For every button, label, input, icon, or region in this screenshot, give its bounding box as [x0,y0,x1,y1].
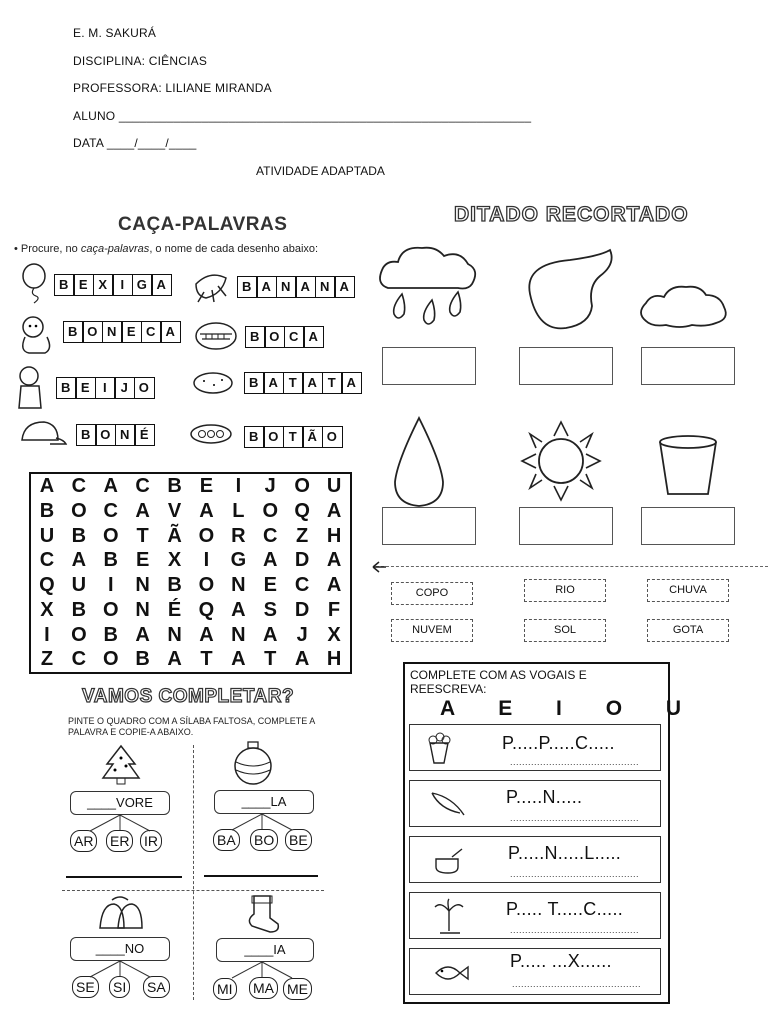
cut-word-nuvem[interactable]: NUVEM [391,619,473,642]
river-icon [520,246,615,338]
grid-letter[interactable]: I [203,549,210,572]
vowel-exercise-instruction: COMPLETE COM AS VOGAIS E REESCREVA: [410,668,587,696]
grid-letter[interactable]: O [71,499,87,522]
grid-letter[interactable]: A [326,574,342,596]
grid-letter[interactable]: Z [40,648,54,671]
christmas-tree-icon [98,742,144,788]
grid-letter[interactable]: C [103,499,118,522]
answer-line[interactable]: ........................................... [510,757,640,767]
grid-letter[interactable]: A [103,475,118,497]
grid-letter[interactable]: C [135,475,150,497]
grid-letter[interactable]: E [135,549,150,572]
word-search-grid[interactable] [29,472,352,674]
syllable-er[interactable]: ER [106,830,133,852]
syllable-bo[interactable]: BO [250,829,278,851]
grid-letter[interactable]: A [135,499,150,522]
syllable-ma[interactable]: MA [249,977,278,999]
grid-letter[interactable]: E [199,475,214,497]
answer-line[interactable]: ........................................... [510,813,640,823]
grid-letter[interactable]: O [294,475,310,497]
grid-letter[interactable]: U [39,524,55,547]
grid-letter[interactable]: C [71,648,87,671]
write-line[interactable] [66,876,182,878]
grid-letter[interactable]: O [102,524,119,547]
answer-line[interactable]: ........................................... [510,869,640,879]
word-beijo: B E I J O [57,377,155,399]
grid-letter[interactable]: N [167,623,182,646]
vamos-completar-title: VAMOS COMPLETAR? [82,686,295,707]
word-bone: B O N É [77,424,155,446]
grid-letter[interactable]: I [44,623,50,646]
sun-icon [516,418,606,504]
discipline-label: DISCIPLINA: CIÊNCIAS [73,54,208,68]
grid-letter[interactable]: O [198,524,215,547]
grid-letter[interactable]: T [136,524,149,547]
bells-icon [92,892,148,936]
syllable-si[interactable]: SI [109,976,130,998]
banana-icon [190,266,232,306]
grid-letter[interactable]: T [264,648,277,671]
grid-letter[interactable]: U [326,475,342,497]
buttons-icon [188,422,234,446]
divider-horizontal [62,890,324,891]
grid-letter[interactable]: D [294,549,310,572]
scissors-icon [370,560,388,574]
grid-letter[interactable]: A [263,549,278,572]
vowel-word: P.....P.....C..... [502,733,615,753]
grid-letter[interactable]: J [264,475,276,497]
teacher-label: PROFESSORA: LILIANE MIRANDA [73,81,272,95]
cap-icon [16,418,68,450]
grid-letter[interactable]: B [71,598,87,621]
cut-word-gota[interactable]: GOTA [647,619,729,642]
word-boca: B O C A [246,326,324,348]
cut-line [376,566,768,567]
answer-box-drop[interactable] [382,507,476,545]
vowels-list: A E I O U [440,697,701,720]
grid-letter[interactable]: X [40,598,54,621]
answer-box-sun[interactable] [519,507,613,545]
answer-line[interactable]: ........................................... [510,925,640,935]
grid-letter[interactable]: G [230,549,247,572]
grid-letter[interactable]: E [263,574,277,596]
grid-letter[interactable]: A [263,623,278,646]
grid-letter[interactable]: A [326,499,342,522]
grid-letter[interactable]: X [167,549,182,572]
grid-letter[interactable]: A [231,598,246,621]
grid-letter[interactable]: N [231,574,246,596]
grid-letter[interactable]: C [263,524,278,547]
syllable-me[interactable]: ME [283,978,312,1000]
grid-letter[interactable]: B [39,499,55,522]
grid-letter[interactable]: A [71,549,87,572]
grid-letter[interactable]: I [235,475,242,497]
answer-box-river[interactable] [519,347,613,385]
cup-icon [656,432,720,498]
grid-letter[interactable]: A [294,648,310,671]
grid-letter[interactable]: A [326,549,342,572]
vowel-item-row [409,892,661,939]
vowel-item-row [409,948,661,995]
syllable-se[interactable]: SE [72,976,99,998]
grid-letter[interactable]: Q [39,574,55,596]
grid-letter[interactable]: N [231,623,246,646]
feather-icon [428,789,468,819]
grid-letter[interactable]: Q [198,598,215,621]
blank-bola[interactable]: ____LA [214,790,314,814]
grid-letter[interactable]: A [231,648,246,671]
vowel-item-row [409,836,661,883]
grid-letter[interactable]: O [102,598,119,621]
answer-line[interactable]: ........................................... [512,979,642,989]
kiss-people-icon [13,364,49,412]
rain-cloud-icon [374,240,484,336]
grid-letter[interactable]: D [294,598,310,621]
doll-icon [15,313,57,355]
date-field[interactable]: DATA ____/____/____ [73,136,197,150]
word-banana: B A N A N A [238,276,355,298]
grid-letter[interactable]: O [262,499,279,522]
grid-letter[interactable]: A [199,499,214,522]
grid-letter[interactable]: Ã [167,524,182,547]
blank-arvore[interactable]: ____VORE [70,791,170,815]
grid-letter[interactable]: L [232,499,245,522]
palm-tree-icon [432,897,466,935]
cloud-icon [636,283,730,333]
caca-palavras-title: CAÇA-PALAVRAS [118,214,288,235]
grid-letter[interactable]: A [39,475,55,497]
mouth-icon [194,318,238,354]
cut-word-sol[interactable]: SOL [524,619,606,642]
grid-letter[interactable]: H [326,648,342,671]
grid-letter[interactable]: A [199,623,214,646]
grid-letter[interactable]: T [200,648,213,671]
grid-letter[interactable]: C [39,549,55,572]
vamos-completar-instruction: PINTE O QUADRO COM A SÍLABA FALTOSA, COMPLETE A PALAVRA E COPIE-A ABAIXO. [68,716,316,737]
vowel-word: P..... T.....C..... [506,899,624,919]
syllable-be[interactable]: BE [285,829,312,851]
grid-letter[interactable]: O [71,623,87,646]
grid-letter[interactable]: I [107,574,114,596]
grid-letter[interactable]: B [71,524,87,547]
grid-letter[interactable]: Z [296,524,309,547]
grid-letter[interactable]: X [327,623,341,646]
grid-letter[interactable]: B [103,549,118,572]
balloon-icon [20,262,50,304]
vowel-word: P..... ...X...... [510,951,612,971]
divider-vertical [193,745,194,1000]
grid-letter[interactable]: U [71,574,87,596]
blank-sino[interactable]: ____NO [70,937,170,961]
grid-letter[interactable]: B [167,574,182,596]
grid-letter[interactable]: B [103,623,118,646]
christmas-ball-icon [230,738,276,786]
cut-word-rio[interactable]: RIO [524,579,606,602]
grid-letter[interactable]: V [167,499,182,522]
grid-letter[interactable]: J [296,623,308,646]
grid-letter[interactable]: C [71,475,87,497]
answer-box-cup[interactable] [641,507,735,545]
write-line[interactable] [204,875,318,877]
syllable-ar[interactable]: AR [70,830,97,852]
pan-icon [432,847,466,875]
word-boneca: B O N E C A [64,321,181,343]
grid-letter[interactable]: B [135,648,150,671]
grid-letter[interactable]: O [102,648,119,671]
syllable-ba[interactable]: BA [213,829,240,851]
ditado-title: DITADO RECORTADO [454,203,689,226]
grid-letter[interactable]: Q [294,499,310,522]
grid-letter[interactable]: A [135,623,150,646]
water-drop-icon [392,416,446,508]
christmas-stocking-icon [240,892,284,936]
vowel-item-row [409,780,661,827]
fish-icon [430,959,470,987]
word-bexiga: B E X I G A [55,274,172,296]
syllable-sa[interactable]: SA [143,976,170,998]
activity-note: ATIVIDADE ADAPTADA [256,164,385,178]
grid-letter[interactable]: F [327,598,341,621]
grid-letter[interactable]: H [326,524,342,547]
syllable-ir[interactable]: IR [140,830,162,852]
vowel-item-row [409,724,661,771]
grid-letter[interactable]: N [135,574,150,596]
potato-icon [192,371,234,395]
cut-word-copo[interactable]: COPO [391,582,473,605]
grid-letter[interactable]: N [135,598,150,621]
grid-letter[interactable]: É [167,598,182,621]
answer-box-cloud[interactable] [641,347,735,385]
grid-letter[interactable]: S [263,598,277,621]
word-batata: B A T A T A [245,372,362,394]
grid-letter[interactable]: B [167,475,182,497]
vowel-word: P.....N.....L..... [508,843,622,863]
syllable-mi[interactable]: MI [213,978,237,1000]
grid-letter[interactable]: O [198,574,215,596]
student-field[interactable]: ALUNO ____________________________________________________________ [73,109,532,123]
vowel-word: P.....N..... [506,787,583,807]
grid-letter[interactable]: R [231,524,246,547]
school-name: E. M. SAKURÁ [73,26,157,40]
word-botao: B O T Ã O [245,426,343,448]
blank-meia[interactable]: ____IA [216,938,314,962]
cut-word-chuva[interactable]: CHUVA [647,579,729,602]
caca-palavras-instruction: • Procure, no caça-palavras, o nome de cada desenho abaixo: [14,243,319,255]
grid-letter[interactable]: C [294,574,310,596]
answer-box-rain[interactable] [382,347,476,385]
popcorn-icon [424,731,454,765]
grid-letter[interactable]: A [167,648,182,671]
